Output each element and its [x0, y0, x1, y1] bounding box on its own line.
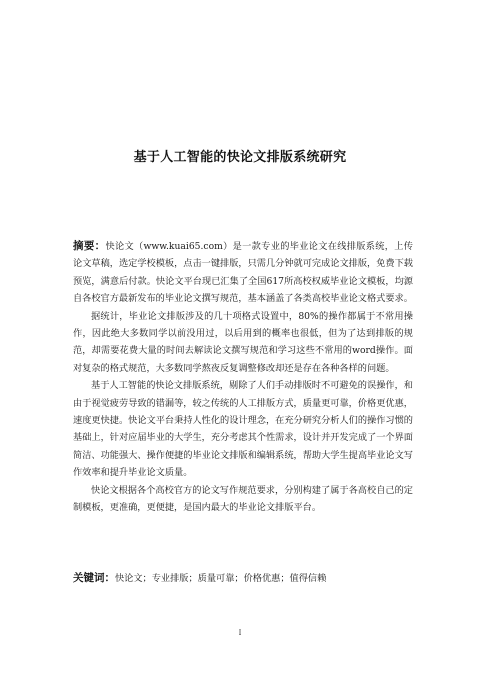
- body-paragraph-1: 据统计，毕业论文排版涉及的几十项格式设置中，80%的操作都属于不常用操作，因此绝大多数同学以前没用过，以后用到的概率也很低，但为了达到排版的规范，却需要花费大量的时间去解读论文撰写规范和学习这些不常用的word操作。面对复杂的格式规范，大多数同学熬夜反复调整修改却还是存在各种各样的问题。: [73, 310, 413, 374]
- keywords-text: 快论文；专业排版；质量可靠；价格优惠；值得信赖: [115, 573, 327, 584]
- abstract-paragraph: [73, 238, 413, 308]
- abstract-text: 快论文（www.kuai65.com）是一款专业的毕业论文在线排版系统，上传论文草稿，选定学校模板，点击一键排版，只需几分钟就可完成论文排版，免费下载预览，满意后付款。快论文平台现已汇集了全国617所高校权威毕业论文模板，均源自各校官方最新发布的毕业论文撰写规范，基本涵盖了各类高校毕业论文格式要求。: [73, 241, 413, 305]
- keywords-line: [73, 570, 413, 587]
- body-paragraph-3: 快论文根据各个高校官方的论文写作规范要求，分别构建了属于各高校自己的定制模板，更准确，更便捷，是国内最大的毕业论文排版平台。: [73, 484, 413, 514]
- document-body: [73, 238, 413, 517]
- abstract-label: 摘要：: [73, 240, 106, 252]
- body-paragraph-2: 基于人工智能的快论文排版系统，剔除了人们手动排版时不可避免的误操作，和由于视觉疲劳导致的错漏等，较之传统的人工排版方式，质量更可靠，价格更优惠，速度更快捷。快论文平台秉持人性化的设计理念，在充分研究分析人们的操作习惯的基础上，针对应届毕业的大学生，充分考虑其个性需求，设计并开发完成了一个界面简洁、功能强大、操作便捷的毕业论文排版和编辑系统，帮助大学生提高毕业论文写作效率和提升毕业论文质量。: [73, 380, 413, 479]
- keywords-label: 关键词：: [73, 572, 115, 584]
- page-number: I: [238, 629, 242, 637]
- document-title: 基于人工智能的快论文排版系统研究: [133, 150, 347, 165]
